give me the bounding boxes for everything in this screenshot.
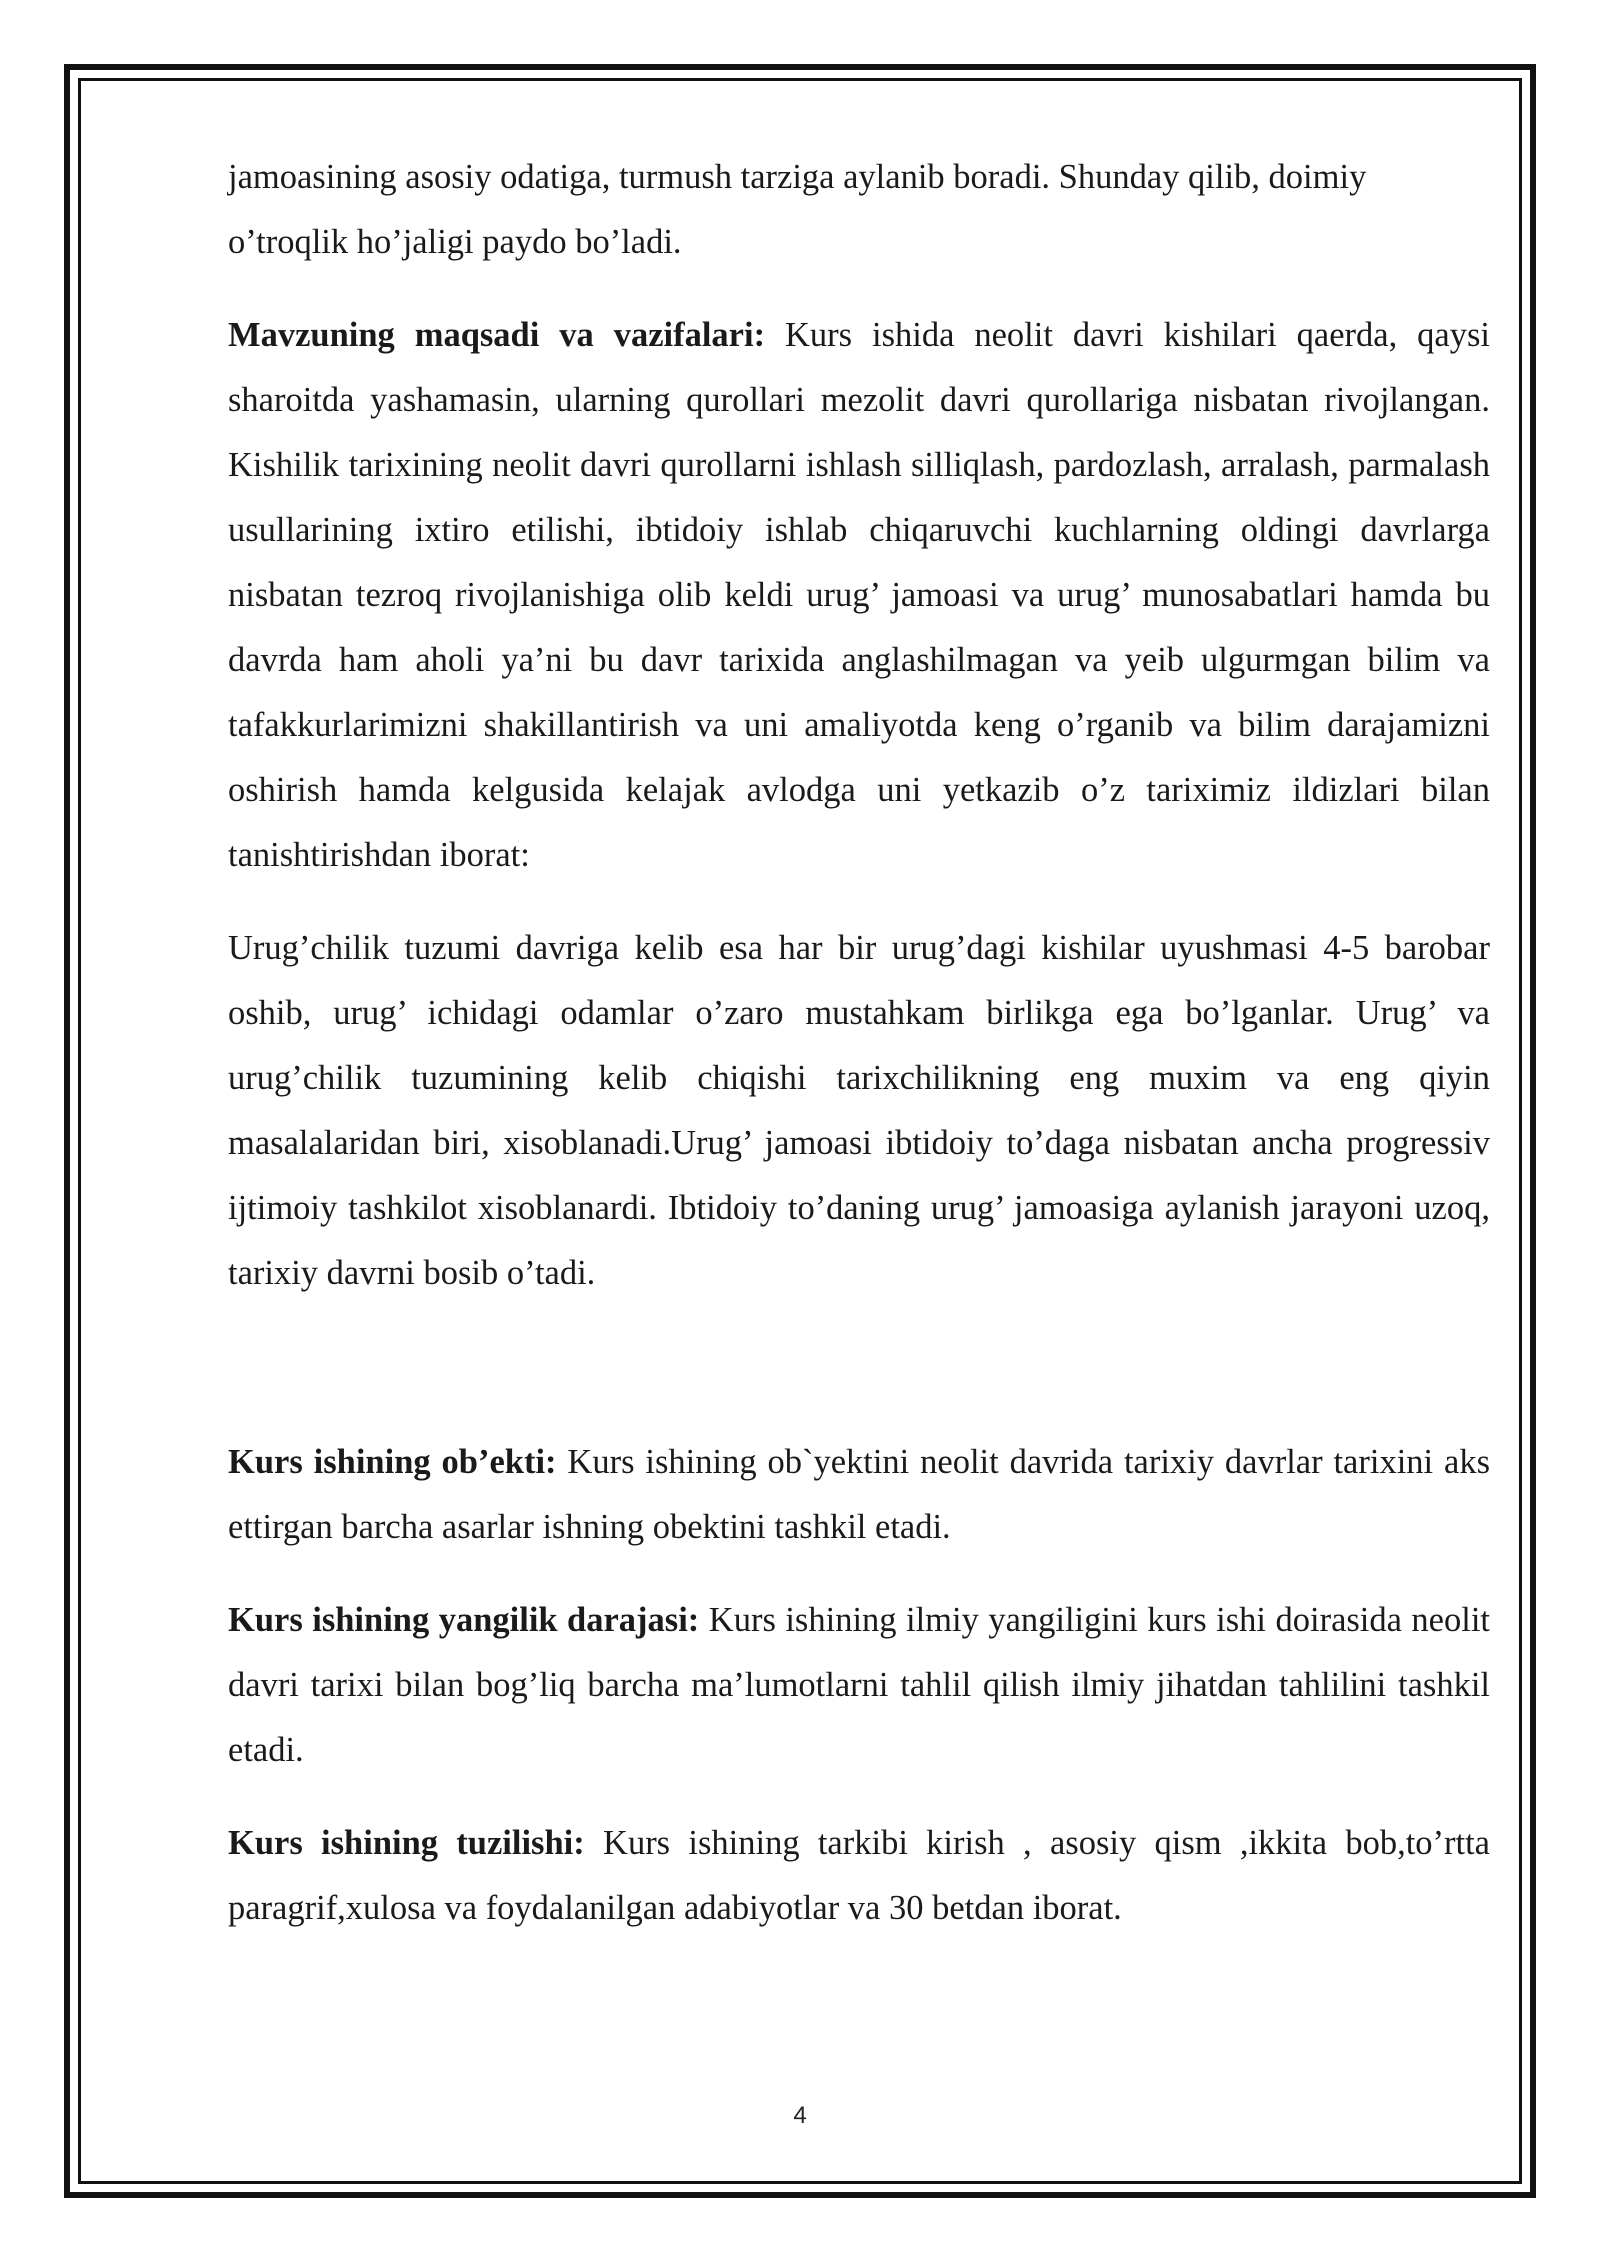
paragraph-text: Kurs ishining ilmiy yangiligini kurs ishi doirasida neolit davri tarixi bilan bog’liq barcha ma’lumotlarni tahlil qilish ilmiy jihatdan tahlilini tashkil etadi. — [228, 1601, 1491, 1769]
paragraph-heading: Kurs ishining ob’ekti: — [228, 1443, 557, 1481]
paragraph-heading: Kurs ishining tuzilishi: — [228, 1824, 585, 1862]
paragraph-text: Kurs ishining tarkibi kirish , asosiy qism ,ikkita bob,to’rtta paragrif,xulosa va foydalanilgan adabiyotlar va 30 betdan iborat. — [228, 1824, 1490, 1927]
paragraph-clan-system — [228, 916, 1490, 1306]
paragraph-research-object — [228, 1430, 1490, 1560]
page-body — [228, 145, 1490, 1969]
paragraph-text: jamoasining asosiy odatiga, turmush tarziga aylanib boradi. Shunday qilib, doimiy o’troqlik ho’jaligi paydo bo’ladi. — [228, 158, 1367, 261]
page-number: 4 — [793, 2102, 807, 2129]
vertical-spacer — [228, 1334, 1490, 1430]
paragraph-text: Kurs ishining ob`yektini neolit davrida tarixiy davrlar tarixini aks ettirgan barcha asarlar ishning obektini tashkil etadi. — [228, 1443, 1490, 1546]
paragraph-heading: Mavzuning maqsadi va vazifalari: — [228, 316, 766, 354]
paragraph-goals-and-tasks — [228, 303, 1490, 888]
paragraph-novelty — [228, 1588, 1490, 1783]
paragraph-heading: Kurs ishining yangilik darajasi: — [228, 1601, 700, 1639]
paragraph-structure — [228, 1811, 1490, 1941]
paragraph-text: Kurs ishida neolit davri kishilari qaerda, qaysi sharoitda yashamasin, ularning qurollari mezolit davri qurollariga nisbatan rivojlangan. Kishilik tarixining neolit davri qurollarni ishlash silliqlash, pardozlash, arralash, parmalash usullarining ixtiro etilishi, ibtidoiy ishlab chiqaruvchi kuchlarning oldingi davrlarga nisbatan tezroq rivojlanishiga olib keldi urug’ jamoasi va urug’ munosabatlari hamda bu davrda ham aholi ya’ni bu davr tarixida anglashilmagan va yeib ulgurmgan bilim va tafakkurlarimizni shakillantirish va uni amaliyotda keng o’rganib va bilim darajamizni oshirish hamda kelgusida kelajak avlodga uni yetkazib o’z tariximiz ildizlari bilan tanishtirishdan iborat: — [228, 316, 1490, 874]
paragraph-intro-continuation — [228, 145, 1490, 275]
paragraph-text: Urug’chilik tuzumi davriga kelib esa har bir urug’dagi kishilar uyushmasi 4-5 barobar oshib, urug’ ichidagi odamlar o’zaro mustahkam birlikga ega bo’lganlar. Urug’ va urug’chilik tuzumining kelib chiqishi tarixchilikning eng muxim va eng qiyin masalalaridan biri, xisoblanadi.Urug’ jamoasi ibtidoiy to’daga nisbatan ancha progressiv ijtimoiy tashkilot xisoblanardi. Ibtidoiy to’daning urug’ jamoasiga aylanish jarayoni uzoq, tarixiy davrni bosib o’tadi. — [228, 929, 1490, 1292]
